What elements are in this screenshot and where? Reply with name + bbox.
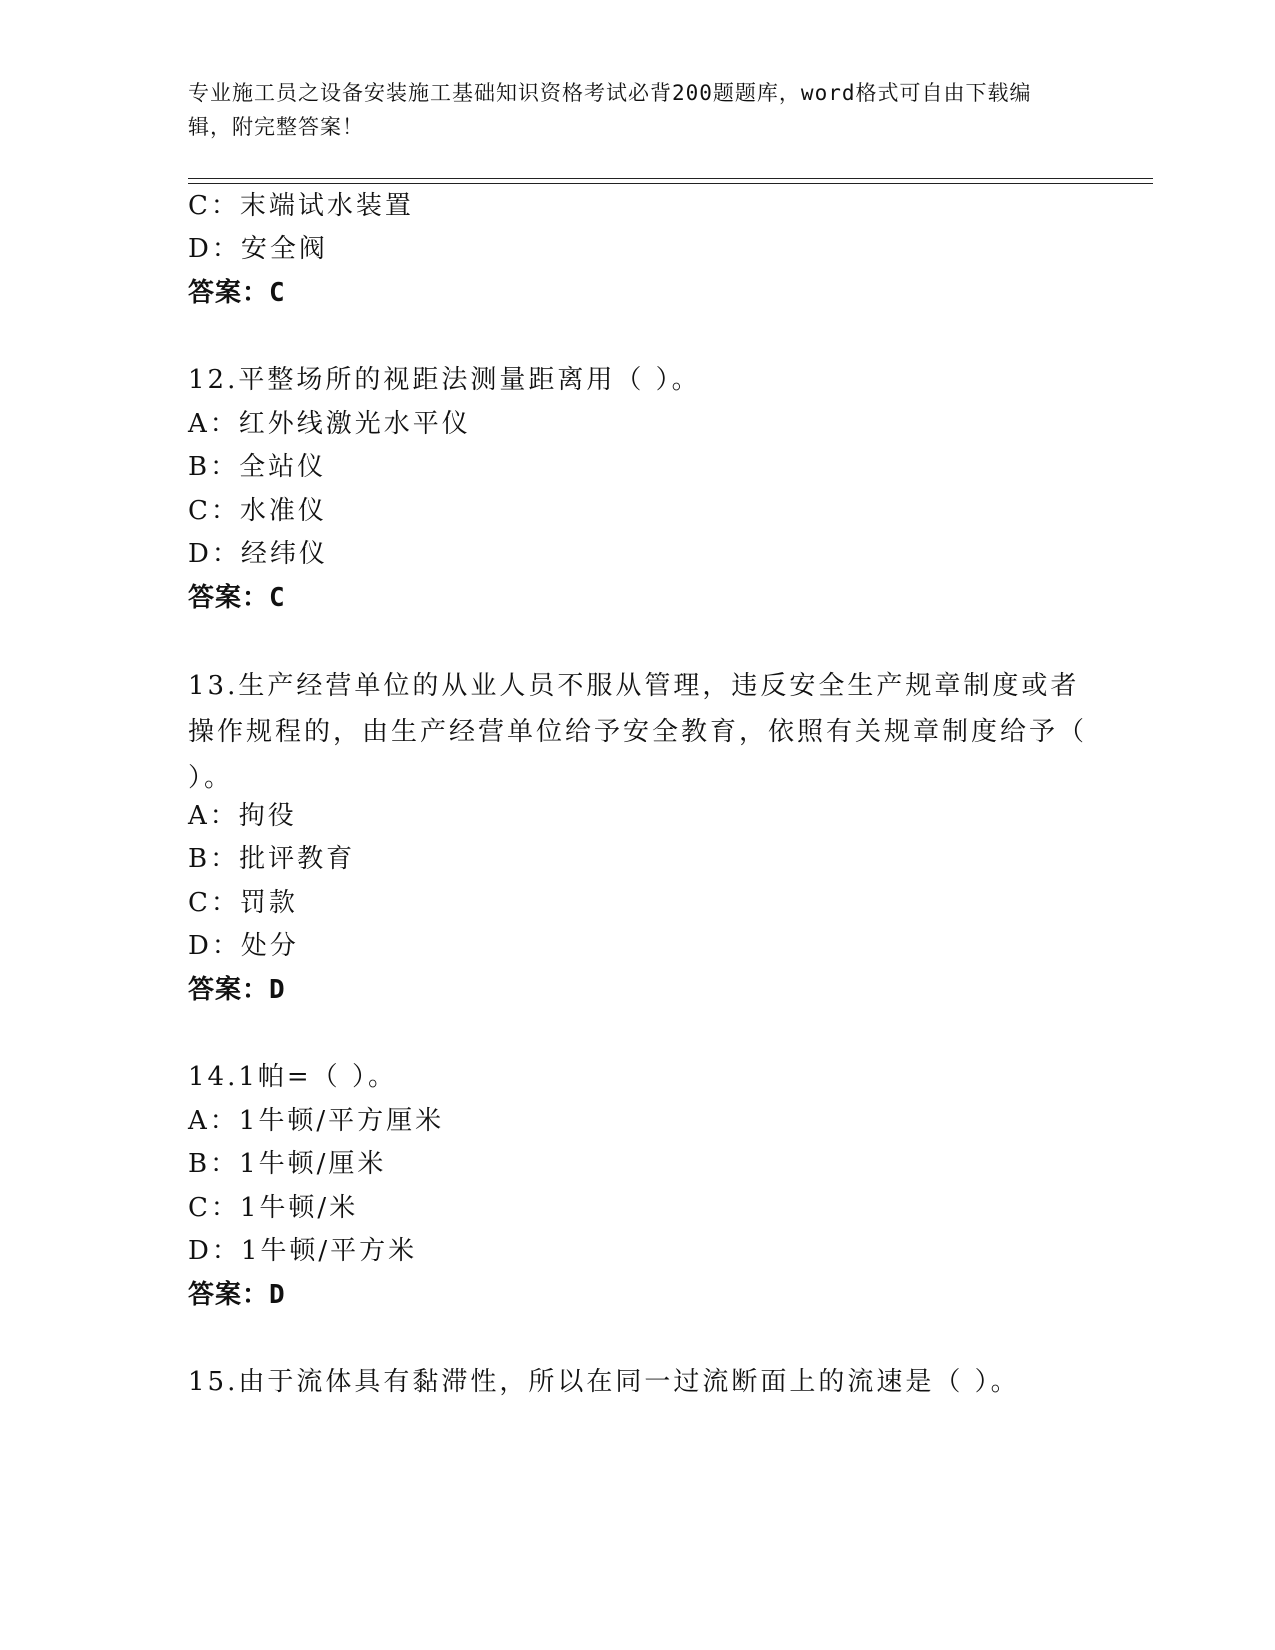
- q12-option-a: A：红外线激光水平仪: [188, 409, 471, 439]
- q14-option-d: D：1牛顿/平方米: [188, 1236, 418, 1266]
- header-divider-top: [188, 178, 1153, 179]
- q12-option-c: C：水准仪: [188, 496, 327, 526]
- q13-option-a: A：拘役: [188, 801, 297, 831]
- q12-answer: 答案：C: [188, 583, 286, 613]
- q11-answer: 答案：C: [188, 278, 286, 308]
- q14-option-a: A：1牛顿/平方厘米: [188, 1106, 445, 1136]
- q13-option-c: C：罚款: [188, 888, 298, 918]
- q12-option-d: D：经纬仪: [188, 539, 328, 569]
- q12-question: 12.平整场所的视距法测量距离用（ ）。: [188, 365, 701, 395]
- q14-answer: 答案：D: [188, 1280, 286, 1310]
- q13-option-b: B：批评教育: [188, 844, 356, 874]
- q13-option-d: D：处分: [188, 931, 299, 961]
- header-divider-bottom: [188, 183, 1153, 184]
- q11-option-d: D：安全阀: [188, 234, 328, 264]
- document-header-title: 专业施工员之设备安装施工基础知识资格考试必背200题题库，word格式可自由下载编辑，附完整答案！: [188, 81, 1032, 139]
- q11-option-c: C：末端试水装置: [188, 191, 414, 221]
- q14-option-b: B：1牛顿/厘米: [188, 1149, 387, 1179]
- q13-question: 13.生产经营单位的从业人员不服从管理，违反安全生产规章制度或者操作规程的，由生产经营单位给予安全教育，依照有关规章制度给予（ ）。: [188, 671, 1088, 793]
- q14-option-c: C：1牛顿/米: [188, 1193, 359, 1223]
- q15-question: 15.由于流体具有黏滞性，所以在同一过流断面上的流速是（ ）。: [188, 1367, 1020, 1397]
- q12-option-b: B：全站仪: [188, 452, 327, 482]
- q14-question: 14.1帕=（ ）。: [188, 1062, 397, 1092]
- q13-answer: 答案：D: [188, 975, 286, 1005]
